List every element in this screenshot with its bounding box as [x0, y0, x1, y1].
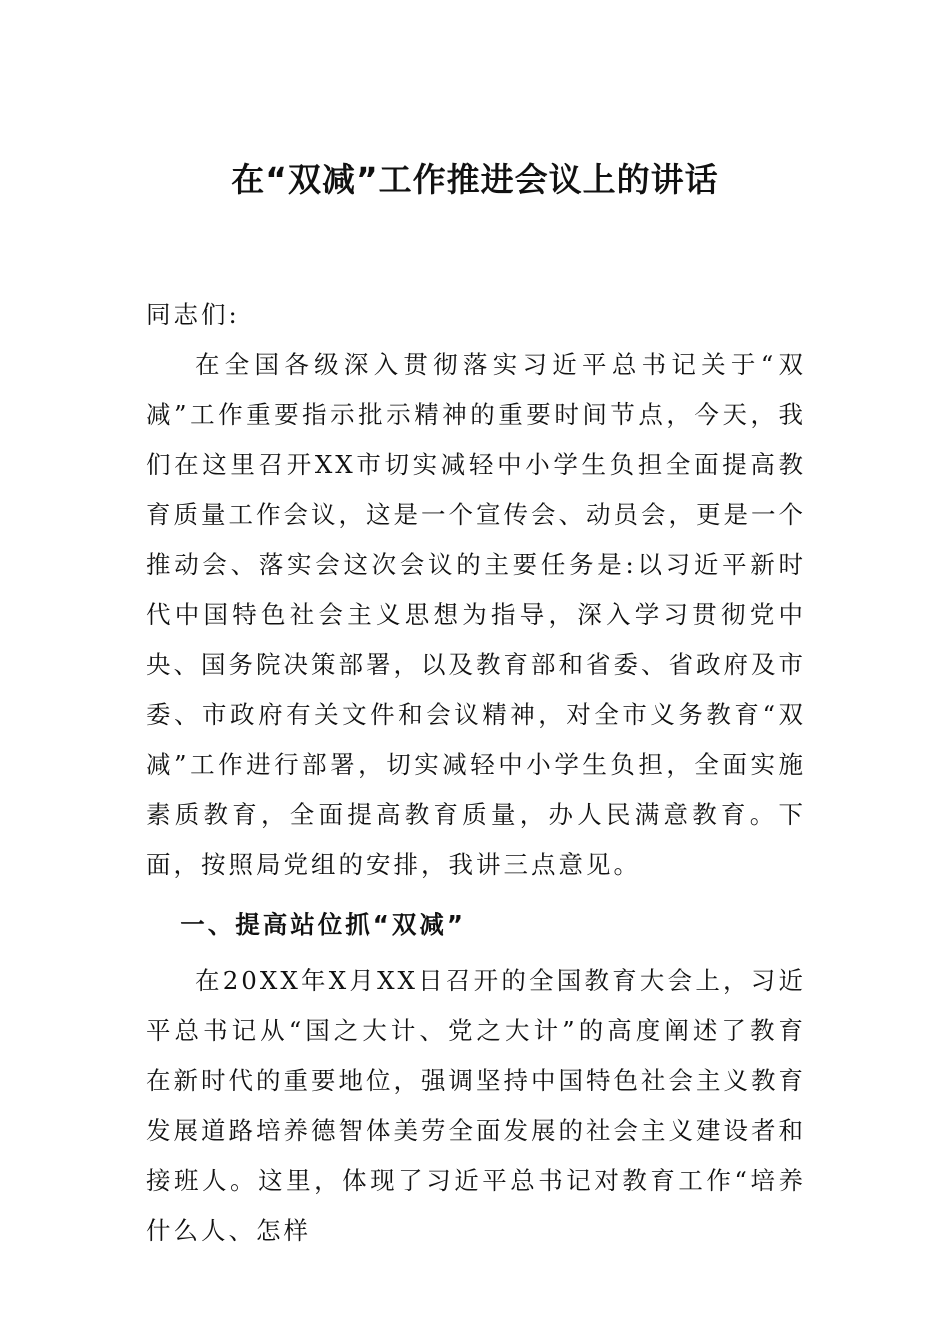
paragraph-intro: 在全国各级深入贯彻落实习近平总书记关于“双减”工作重要指示批示精神的重要时间节点，今天，我们在这里召开XX市切实减轻中小学生负担全面提高教育质量工作会议，这是一个宣传会、动员会，更是一个推动会、落实会这次会议的主要任务是:以习近平新时代中国特色社会主义思想为指导，深入学习贯彻党中央、国务院决策部署，以及教育部和省委、省政府及市委、市政府有关文件和会议精神，对全市义务教育“双减”工作进行部署，切实减轻中小学生负担，全面实施素质教育，全面提高教育质量，办人民满意教育。下面，按照局党组的安排，我讲三点意见。: [146, 350, 806, 879]
paragraph-section-1: 在20XX年X月XX日召开的全国教育大会上，习近平总书记从“国之大计、党之大计”的高度阐述了教育在新时代的重要地位，强调坚持中国特色社会主义教育发展道路培养德智体美劳全面发展的社会主义建设者和接班人。这里，体现了习近平总书记对教育工作“培养什么人、怎样: [146, 966, 806, 1245]
document-title: 在“双减”工作推进会议上的讲话: [231, 160, 719, 199]
section-heading: 一、提高站位抓“双减”: [180, 910, 466, 939]
salutation: 同志们:: [146, 300, 240, 329]
document-body: [146, 290, 806, 1256]
